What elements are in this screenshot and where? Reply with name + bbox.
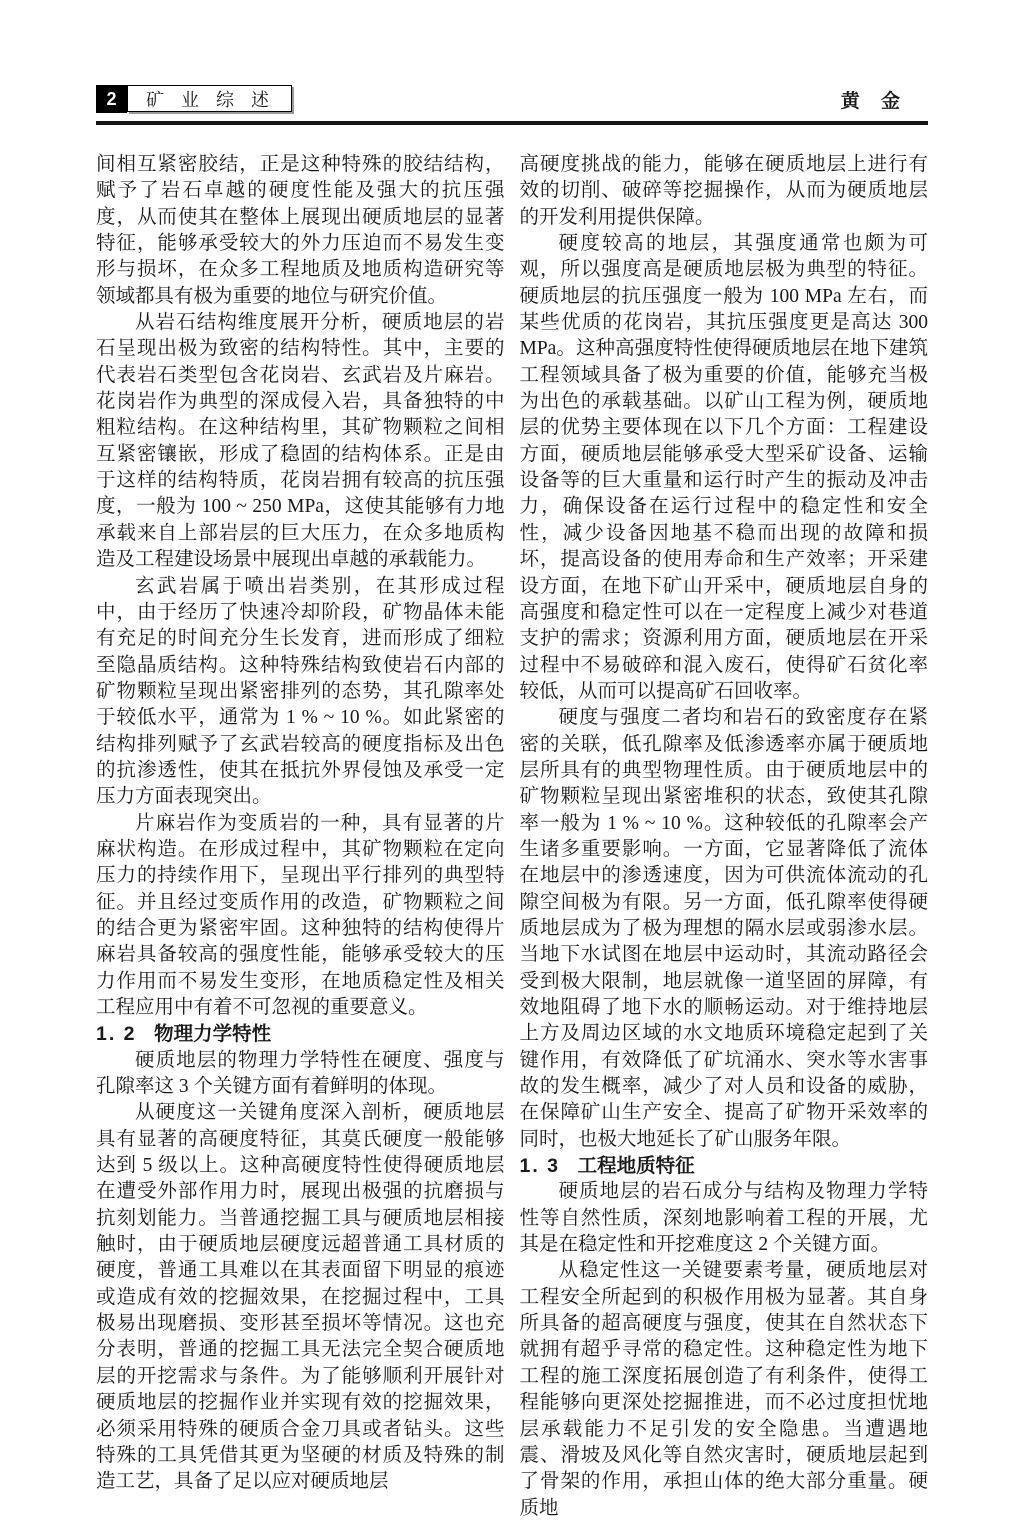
article-body xyxy=(96,152,928,1522)
journal-page xyxy=(96,84,928,1522)
paragraph: 玄武岩属于喷出岩类别，在其形成过程中，由于经历了快速冷却阶段，矿物晶体未能有充足的时间充分生长发育，进而形成了细粒至隐晶质结构。这种特殊结构致使岩石内部的矿物颗粒呈现出紧密排列的态势，其孔隙率处于较低水平，通常为 1 % ~ 10 %。如此紧密的结构排列赋予了玄武岩较高的硬度指标及出色的抗渗透性，使其在抵抗外界侵蚀及承受一定压力方面表现突出。 xyxy=(96,575,505,808)
section-label: 矿 业 综 述 xyxy=(146,89,276,110)
paragraph: 硬质地层的物理力学特性在硬度、强度与孔隙率这 3 个关键方面有着鲜明的体现。 xyxy=(96,1049,505,1098)
page-header xyxy=(96,84,928,114)
header-left-group xyxy=(96,85,292,113)
section-heading xyxy=(520,1153,929,1179)
section-number: 1. 2 xyxy=(96,1023,137,1046)
paragraph: 硬度与强度二者均和岩石的致密度存在紧密的关联，低孔隙率及低渗透率亦属于硬质地层所具有的典型物理性质。由于硬质地层中的矿物颗粒呈现出紧密堆积的状态，致使其孔隙率一般为 1 % ~ 10 %。这种较低的孔隙率会产生诸多重要影响。一方面，它显著降低了流体在地层中的渗透速度，因为可供流体流动的孔隙空间极为有限。另一方面，低孔隙率使得硬质地层成为了极为理想的隔水层或弱渗水层。当地下水试图在地层中运动时，其流动路径会受到极大限制，地层就像一道坚固的屏障，有效地阻碍了地下水的顺畅运动。对于维持地层上方及周边区域的水文地质环境稳定起到了关键作用，有效降低了矿坑涌水、突水等水害事故的发生概率，减少了对人员和设备的威胁，在保障矿山生产安全、提高了矿物开采效率的同时，也极大地延长了矿山服务年限。 xyxy=(519,707,928,1150)
paragraph: 片麻岩作为变质岩的一种，具有显著的片麻状构造。在形成过程中，其矿物颗粒在定向压力的持续作用下，呈现出平行排列的典型特征。并且经过变质作用的改造，矿物颗粒之间的结合更为紧密牢固。这种独特的结构使得片麻岩具备较高的强度性能，能够承受较大的压力作用而不易发生变形，在地质稳定性及相关工程应用中有着不可忽视的重要意义。 xyxy=(96,812,505,1018)
section-label-box xyxy=(127,85,292,112)
page-number-badge: 2 xyxy=(96,85,127,113)
section-number: 1. 3 xyxy=(519,1155,561,1178)
section-heading xyxy=(96,1021,505,1047)
section-title: 工程地质特征 xyxy=(577,1155,695,1178)
left-column xyxy=(96,152,505,1522)
paragraph: 高硬度挑战的能力，能够在硬质地层上进行有效的切削、破碎等挖掘操作，从而为硬质地层的开发利用提供保障。 xyxy=(519,154,928,228)
header-rule xyxy=(96,121,928,125)
paragraph: 硬质地层的岩石成分与结构及物理力学特性等自然性质，深刻地影响着工程的开展，尤其是在稳定性和开挖难度这 2 个关键方面。 xyxy=(519,1181,928,1256)
paragraph: 从稳定性这一关键要素考量，硬质地层对工程安全所起到的积极作用极为显著。其自身所具备的超高硬度与强度，使其在自然状态下就拥有超乎寻常的稳定性。这种稳定性为地下工程的施工深度拓展创造了有利条件，使得工程能够向更深处挖掘推进，而不必过度担忧地层承载能力不足引发的安全隐患。当遭遇地震、滑坡及风化等自然灾害时，硬质地层起到了骨架的作用，承担山体的绝大部分重量。硬质地 xyxy=(519,1260,928,1519)
journal-name: 黄 金 xyxy=(840,90,908,112)
paragraph: 间相互紧密胶结，正是这种特殊的胶结结构，赋予了岩石卓越的硬度性能及强大的抗压强度，从而使其在整体上展现出硬质地层的显著特征，能够承受较大的外力压迫而不易发生变形与损坏，在众多工程地质及地质构造研究等领域都具有极为重要的地位与研究价值。 xyxy=(96,154,505,307)
paragraph: 硬度较高的地层，其强度通常也颇为可观，所以强度高是硬质地层极为典型的特征。硬质地层的抗压强度一般为 100 MPa 左右，而某些优质的花岗岩，其抗压强度更是高达 300 MPa。这种高强度特性使得硬质地层在地下建筑工程领域具备了极为重要的价值，能够充当极为出色的承载基础。以矿山工程为例，硬质地层的优势主要体现在以下几个方面：工程建设方面，硬质地层能够承受大型采矿设备、运输设备等的巨大重量和运行时产生的振动及冲击力，确保设备在运行过程中的稳定性和安全性，减少设备因地基不稳而出现的故障和损坏，提高设备的使用寿命和生产效率；开采建设方面，在地下矿山开采中，硬质地层自身的高强度和稳定性可以在一定程度上减少对巷道支护的需求；资源利用方面，硬质地层在开采过程中不易破碎和混入废石，使得矿石贫化率较低，从而可以提高矿石回收率。 xyxy=(519,233,928,702)
paragraph: 从硬度这一关键角度深入剖析，硬质地层具有显著的高硬度特征，其莫氏硬度一般能够达到 5 级以上。这种高硬度特性使得硬质地层在遭受外部作用力时，展现出极强的抗磨损与抗刻划能力。当普通挖掘工具与硬质地层相接触时，由于硬质地层硬度远超普通工具材质的硬度，普通工具难以在其表面留下明显的痕迹或造成有效的挖掘效果，在挖掘过程中，工具极易出现磨损、变形甚至损坏等情况。这也充分表明，普通的挖掘工具无法完全契合硬质地层的开挖需求与条件。为了能够顺利开展针对硬质地层的挖掘作业并实现有效的挖掘效果，必须采用特殊的硬质合金刀具或者钻头。这些特殊的工具凭借其更为坚硬的材质及特殊的制造工艺，具备了足以应对硬质地层 xyxy=(96,1102,505,1493)
section-title: 物理力学特性 xyxy=(154,1023,272,1046)
right-column xyxy=(520,152,929,1522)
paragraph: 从岩石结构维度展开分析，硬质地层的岩石呈现出极为致密的结构特性。其中，主要的代表岩石类型包含花岗岩、玄武岩及片麻岩。花岗岩作为典型的深成侵入岩，具备独特的中粗粒结构。在这种结构里，其矿物颗粒之间相互紧密镶嵌，形成了稳固的结构体系。正是由于这样的结构特质，花岗岩拥有较高的抗压强度，一般为 100 ~ 250 MPa，这使其能够有力地承载来自上部岩层的巨大压力，在众多地质构造及工程建设场景中展现出卓越的承载能力。 xyxy=(96,312,505,571)
